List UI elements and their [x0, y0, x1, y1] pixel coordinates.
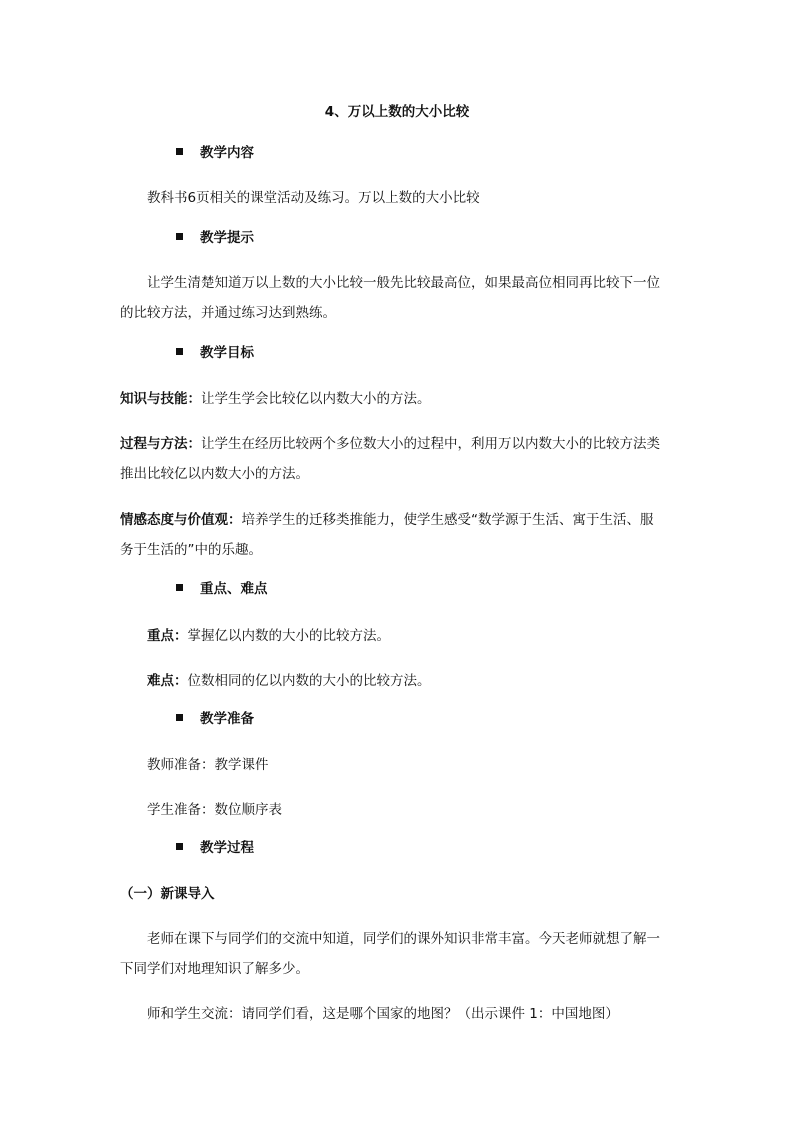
tips-paragraph: 让学生清楚知道万以上数的大小比较一般先比较最高位，如果最高位相同再比较下一位 的比较方法，并通过练习达到熟练。	[120, 275, 660, 321]
section-heading-keypoints: 重点、难点	[176, 579, 268, 599]
intro-paragraph: 老师在课下与同学们的交流中知道，同学们的课外知识非常丰富。今天老师就想了解一 下同学们对地理知识了解多少。	[120, 931, 660, 977]
square-bullet-icon	[176, 584, 183, 591]
square-bullet-icon	[176, 714, 183, 721]
square-bullet-icon	[176, 148, 183, 155]
square-bullet-icon	[176, 348, 183, 355]
section-heading-process: 教学过程	[176, 838, 254, 858]
prep-student: 学生准备：数位顺序表	[147, 802, 282, 818]
section-heading-goals: 教学目标	[176, 343, 254, 363]
dialogue-paragraph: 师和学生交流：请同学们看，这是哪个国家的地图？（出示课件 1：中国地图）	[147, 1006, 619, 1022]
goal-knowledge: 知识与技能：让学生学会比较亿以内数大小的方法。	[120, 391, 431, 407]
key-point: 重点：掌握亿以内数的大小的比较方法。	[147, 628, 390, 644]
section-heading-tips: 教学提示	[176, 228, 254, 248]
subsection-intro: （一）新课导入	[120, 886, 215, 902]
document-title: 4、万以上数的大小比较	[324, 104, 470, 120]
square-bullet-icon	[176, 843, 183, 850]
square-bullet-icon	[176, 233, 183, 240]
hard-point: 难点：位数相同的亿以内数的大小的比较方法。	[147, 673, 431, 689]
section-heading-prep: 教学准备	[176, 709, 254, 729]
section-heading-content: 教学内容	[176, 143, 254, 163]
content-text: 教科书6页相关的课堂活动及练习。万以上数的大小比较	[147, 190, 480, 206]
goal-process: 过程与方法：让学生在经历比较两个多位数大小的过程中，利用万以内数大小的比较方法类 推出比较亿以内数大小的方法。	[120, 436, 660, 482]
prep-teacher: 教师准备：教学课件	[147, 757, 269, 773]
goal-emotion: 情感态度与价值观：培养学生的迁移类推能力，使学生感受“数学源于生活、寓于生活、服 务于生活的”中的乐趣。	[120, 512, 654, 558]
